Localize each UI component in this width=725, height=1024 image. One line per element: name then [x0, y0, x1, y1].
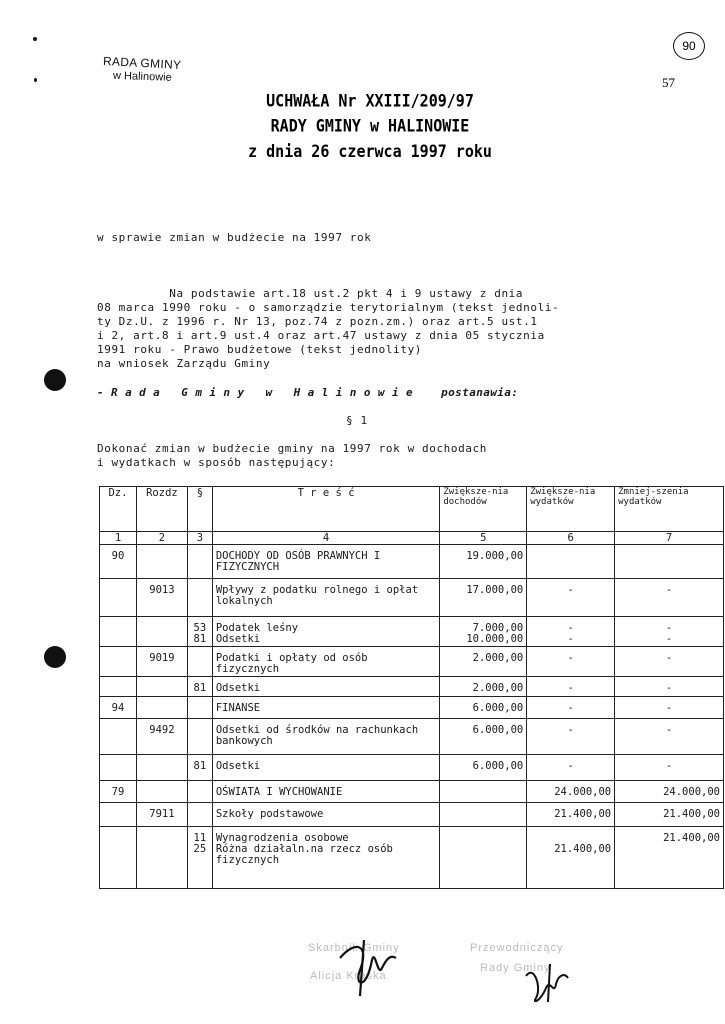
table-cell — [136, 781, 187, 803]
table-cell: 19.000,00 — [440, 545, 527, 579]
table-cell: FINANSE — [212, 697, 439, 719]
margin-dot — [33, 37, 37, 41]
header-cell: Zwiększe-nia wydatków — [527, 487, 615, 532]
table-cell: - — [527, 677, 615, 697]
table-cell: Odsetki — [212, 755, 439, 781]
table-cell — [187, 545, 212, 579]
table-cell: - — [615, 719, 724, 755]
table-row — [100, 579, 724, 617]
table-cell — [187, 579, 212, 617]
preamble-line-3: ty Dz.U. z 1996 r. Nr 13, poz.74 z pozn.zm.) oraz art.5 ust.1 — [97, 315, 538, 328]
title-line-2: RADY GMINY w HALINOWIE — [270, 115, 470, 137]
table-cell — [136, 677, 187, 697]
faded-stamp-text: Przewodniczący — [470, 942, 564, 954]
table-cell: 6.000,00 — [440, 719, 527, 755]
table-row — [100, 647, 724, 677]
table-cell — [615, 545, 724, 579]
header-cell: Zwiększe-nia dochodów — [440, 487, 527, 532]
table-cell: 9019 — [136, 647, 187, 677]
table-cell: 17.000,00 — [440, 579, 527, 617]
preamble-line-2: 08 marca 1990 roku - o samorządzie terytorialnym (tekst jednoli- — [97, 301, 560, 314]
intro-line-1: Dokonać zmian w budżecie gminy na 1997 rok w dochodach — [97, 442, 488, 455]
table-cell: - — [527, 755, 615, 781]
table-row — [100, 781, 724, 803]
section-sign: § 1 — [346, 414, 368, 427]
table-cell — [100, 647, 137, 677]
column-number: 4 — [212, 532, 439, 545]
table-cell — [100, 803, 137, 827]
table-cell: 11 25 — [187, 827, 212, 889]
punch-hole-mark — [44, 369, 66, 391]
resolution-title — [230, 88, 510, 164]
table-cell — [136, 755, 187, 781]
circled-page-number: 90 — [673, 32, 705, 60]
table-cell: 24.000,00 — [527, 781, 615, 803]
signature-left — [330, 930, 420, 1000]
table-cell: 21.400,00 — [615, 827, 724, 889]
table-cell: 81 — [187, 755, 212, 781]
table-cell: 9013 — [136, 579, 187, 617]
table-cell — [187, 803, 212, 827]
table-cell: - — [527, 647, 615, 677]
table-cell: Odsetki od środków na rachunkach bankowych — [212, 719, 439, 755]
table-cell: Wpływy z podatku rolnego i opłat lokalnych — [212, 579, 439, 617]
column-number: 7 — [615, 532, 724, 545]
table-cell: - — [615, 755, 724, 781]
table-cell: 21.400,00 — [527, 827, 615, 889]
table-cell: Podatki i opłaty od osób fizycznych — [212, 647, 439, 677]
table-cell: - - — [527, 617, 615, 647]
table-cell: - — [615, 697, 724, 719]
table-cell — [100, 755, 137, 781]
table-cell — [187, 781, 212, 803]
table-cell: 7911 — [136, 803, 187, 827]
table-cell: Szkoły podstawowe — [212, 803, 439, 827]
column-number: 2 — [136, 532, 187, 545]
table-cell — [136, 697, 187, 719]
table-cell — [440, 781, 527, 803]
table-row — [100, 697, 724, 719]
table-cell: 53 81 — [187, 617, 212, 647]
table-cell — [100, 827, 137, 889]
table-cell: - - — [615, 617, 724, 647]
table-cell: Wynagrodzenia osobowe Różna działaln.na rzecz osób fizycznych — [212, 827, 439, 889]
table-row — [100, 803, 724, 827]
subject-line: w sprawie zmian w budżecie na 1997 rok — [97, 231, 372, 244]
column-number: 1 — [100, 532, 137, 545]
table-row — [100, 545, 724, 579]
table-cell: 24.000,00 — [615, 781, 724, 803]
header-cell: T r e ś ć — [212, 487, 439, 532]
table-cell: 79 — [100, 781, 137, 803]
preamble-line-6: na wniosek Zarządu Gminy — [97, 357, 271, 370]
column-number: 6 — [527, 532, 615, 545]
table-cell: Odsetki — [212, 677, 439, 697]
table-cell: - — [615, 677, 724, 697]
table-header-row — [100, 487, 724, 532]
resolves-line: - R a d a G m i n y w H a l i n o w i e postanawia: — [97, 386, 519, 399]
header-cell: Zmniej-szenia wydatków — [615, 487, 724, 532]
table-cell: OŚWIATA I WYCHOWANIE — [212, 781, 439, 803]
table-row — [100, 719, 724, 755]
table-cell: - — [527, 697, 615, 719]
table-cell: 6.000,00 — [440, 697, 527, 719]
table-cell: 2.000,00 — [440, 647, 527, 677]
table-cell — [100, 617, 137, 647]
budget-changes-table — [99, 486, 724, 889]
margin-dot — [34, 78, 37, 82]
table-cell: 81 — [187, 677, 212, 697]
table-cell — [187, 697, 212, 719]
table-cell — [100, 677, 137, 697]
header-cell: Dz. — [100, 487, 137, 532]
council-stamp — [102, 53, 182, 84]
table-cell — [100, 579, 137, 617]
punch-hole-mark — [44, 646, 66, 668]
table-cell: - — [527, 579, 615, 617]
table-cell — [136, 617, 187, 647]
table-body — [100, 545, 724, 889]
faded-stamp-text: Skarbnik Gminy — [308, 942, 400, 954]
table-cell: 9492 — [136, 719, 187, 755]
table-cell: 94 — [100, 697, 137, 719]
table-cell: 7.000,00 10.000,00 — [440, 617, 527, 647]
table-cell: - — [527, 719, 615, 755]
table-cell — [440, 803, 527, 827]
stamp-line-2: w Halinowie — [112, 69, 172, 84]
margin-mark: 57 — [662, 75, 675, 90]
faded-stamp-text: Alicja Kraska — [310, 970, 387, 982]
table-row — [100, 755, 724, 781]
table-cell — [100, 719, 137, 755]
table-cell: DOCHODY OD OSÓB PRAWNYCH I FIZYCZNYCH — [212, 545, 439, 579]
table-cell: 2.000,00 — [440, 677, 527, 697]
table-cell — [527, 545, 615, 579]
table-cell — [136, 545, 187, 579]
table-cell: Podatek leśny Odsetki — [212, 617, 439, 647]
signature-right — [520, 958, 580, 1008]
preamble-line-1: Na podstawie art.18 ust.2 pkt 4 i 9 ustawy z dnia — [97, 287, 524, 300]
table-cell: 21.400,00 — [615, 803, 724, 827]
header-cell: § — [187, 487, 212, 532]
preamble-line-4: i 2, art.8 i art.9 ust.4 oraz art.47 ustawy z dnia 05 stycznia — [97, 329, 545, 342]
table-row — [100, 827, 724, 889]
table-cell: - — [615, 647, 724, 677]
preamble-line-5: 1991 roku - Prawo budżetowe (tekst jednolity) — [97, 343, 423, 356]
title-line-1: UCHWAŁA Nr XXIII/209/97 — [266, 90, 474, 111]
column-number: 3 — [187, 532, 212, 545]
table-cell — [440, 827, 527, 889]
column-number: 5 — [440, 532, 527, 545]
table-cell — [187, 647, 212, 677]
table-row — [100, 617, 724, 647]
table-cell — [187, 719, 212, 755]
table-cell: 21.400,00 — [527, 803, 615, 827]
title-line-3: z dnia 26 czerwca 1997 roku — [248, 140, 492, 162]
table-cell: 6.000,00 — [440, 755, 527, 781]
stamp-line-1: RADA GMINY — [102, 53, 182, 73]
table-number-row — [100, 532, 724, 545]
table-cell: - — [615, 579, 724, 617]
table-cell — [136, 827, 187, 889]
faded-stamp-text: Rady Gminy — [480, 962, 551, 974]
table-row — [100, 677, 724, 697]
table-cell: 90 — [100, 545, 137, 579]
header-cell: Rozdz — [136, 487, 187, 532]
intro-line-2: i wydatkach w sposób następujący: — [97, 456, 336, 469]
